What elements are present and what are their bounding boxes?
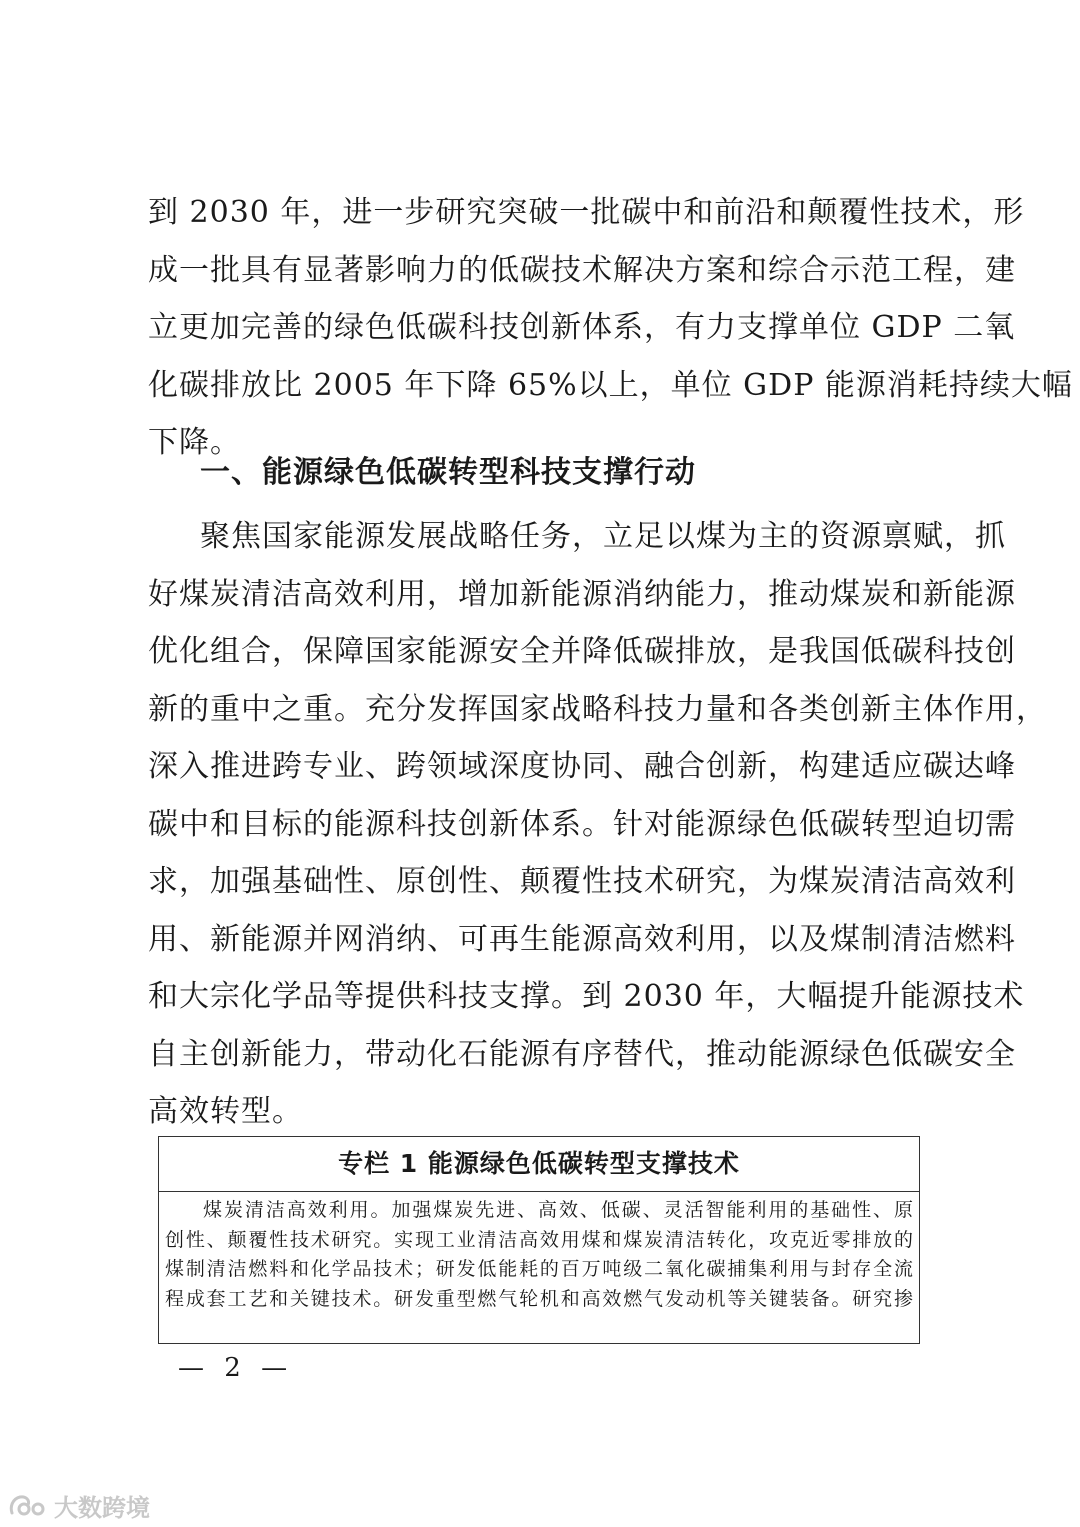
text-line: 用、新能源并网消纳、可再生能源高效利用，以及煤制清洁燃料 — [148, 921, 1016, 957]
box-text-line: 煤制清洁燃料和化学品技术；研发低能耗的百万吨级二氧化碳捕集利用与封存全流 — [165, 1258, 913, 1280]
text-line: 化碳排放比 2005 年下降 65%以上，单位 GDP 能源消耗持续大幅 — [148, 367, 1073, 403]
box-text-line: 创性、颠覆性技术研究。实现工业清洁高效用煤和煤炭清洁转化，攻克近零排放的 — [165, 1228, 913, 1251]
column-box-body — [159, 1192, 919, 1314]
text-line: 深入推进跨专业、跨领域深度协同、融合创新，构建适应碳达峰 — [148, 749, 1016, 784]
box-text-line: 煤炭清洁高效利用。加强煤炭先进、高效、低碳、灵活智能利用的基础性、原 — [203, 1199, 913, 1221]
text-line: 优化组合，保障国家能源安全并降低碳排放，是我国低碳科技创 — [148, 634, 1016, 669]
text-line: 碳中和目标的能源科技创新体系。针对能源绿色低碳转型迫切需 — [148, 806, 1016, 842]
page-number: — 2 — — [178, 1353, 294, 1383]
watermark-text: 大数跨境 — [54, 1494, 150, 1522]
section-heading: 一、能源绿色低碳转型科技支撑行动 — [200, 455, 696, 490]
paragraph-energy-transition — [148, 508, 1047, 1141]
watermark — [8, 1488, 150, 1523]
text-line: 好煤炭清洁高效利用，增加新能源消纳能力，推动煤炭和新能源 — [148, 576, 1016, 612]
text-line: 求，加强基础性、原创性、颠覆性技术研究，为煤炭清洁高效利 — [148, 864, 1016, 899]
text-line: 成一批具有显著影响力的低碳技术解决方案和综合示范工程，建 — [148, 252, 1016, 288]
column-box-title: 专栏 1 能源绿色低碳转型支撑技术 — [159, 1137, 919, 1192]
watermark-logo-icon — [8, 1493, 48, 1519]
text-line: 新的重中之重。充分发挥国家战略科技力量和各类创新主体作用， — [148, 691, 1047, 727]
text-line: 下降。 — [148, 425, 241, 460]
text-line: 聚焦国家能源发展战略任务，立足以煤为主的资源禀赋，抓 — [200, 519, 1006, 554]
paragraph-goals-2030 — [148, 184, 1073, 472]
box-text-line: 程成套工艺和关键技术。研发重型燃气轮机和高效燃气发动机等关键装备。研究掺 — [165, 1287, 913, 1310]
text-line: 立更加完善的绿色低碳科技创新体系，有力支撑单位 GDP 二氧 — [148, 310, 1016, 345]
text-line: 自主创新能力，带动化石能源有序替代，推动能源绿色低碳安全 — [148, 1036, 1016, 1072]
column-box-1 — [158, 1136, 920, 1344]
text-line: 到 2030 年，进一步研究突破一批碳中和前沿和颠覆性技术，形 — [148, 195, 1025, 230]
text-line: 和大宗化学品等提供科技支撑。到 2030 年，大幅提升能源技术 — [148, 979, 1025, 1014]
text-line: 高效转型。 — [148, 1094, 303, 1129]
